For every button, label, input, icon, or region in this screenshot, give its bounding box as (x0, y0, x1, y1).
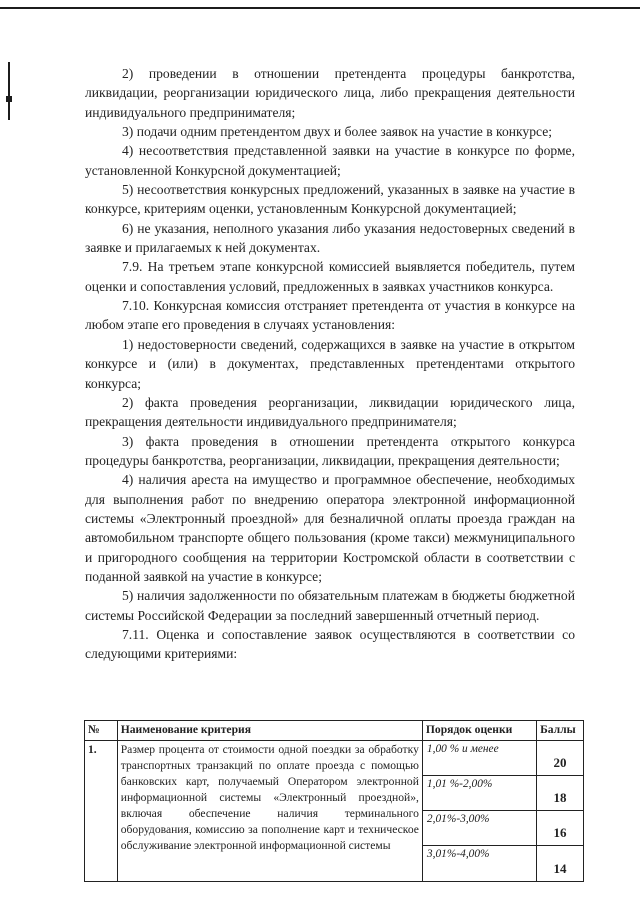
evaluation-range: 1,01 %-2,00% (423, 776, 536, 811)
document-body (85, 64, 575, 664)
table-header-row (85, 721, 584, 741)
paragraph: 5) несоответствия конкурсных предложений, указанных в заявке на участие в конкурсе, критериям оценки, установленным Конкурсной документацией; (85, 182, 575, 217)
header-number: № (85, 721, 118, 741)
paragraph: 3) подачи одним претендентом двух и более заявок на участие в конкурсе; (122, 124, 553, 140)
criteria-table (84, 720, 584, 882)
paragraph: 4) наличия ареста на имущество и программное обеспечение, необходимых для выполнения работ по внедрению оператора электронной информационной системы «Электронный проездной» для безналичной оплаты проезда граждан на автомобильном транспорте общего пользования (кроме такси) межмуниципального и пригородного сообщения на территории Костромской области в соответствии с поданной заявкой на участие в конкурсе; (85, 472, 575, 584)
paragraph: 7.10. Конкурсная комиссия отстраняет претендента от участия в конкурсе на любом этапе его проведения в случаях установления: (85, 298, 575, 333)
criterion-description: Размер процента от стоимости одной поездки за обработку транспортных транзакций по оплате проезда с помощью банковских карт, получаемый Оператором электронной информационной системы «Электронный проездной», включая обеспечение наличия терминального оборудования, комиссию за пополнение карт и техническое обслуживание электронной информационной системы (117, 741, 422, 882)
points-cell (537, 741, 584, 882)
header-evaluation-order: Порядок оценки (422, 721, 536, 741)
table-row (85, 741, 584, 882)
points-value: 16 (537, 811, 583, 846)
row-number: 1. (85, 741, 118, 882)
paragraph: 2) факта проведения реорганизации, ликвидации юридического лица, прекращения деятельности индивидуального предпринимателя; (85, 394, 575, 430)
paragraph: 6) не указания, неполного указания либо указания недостоверных сведений в заявке и прилагаемых к ней документах. (85, 220, 575, 256)
evaluation-range: 3,01%-4,00% (426, 848, 490, 860)
top-border-line (0, 7, 640, 9)
margin-dot (6, 96, 12, 102)
paragraph: 7.11. Оценка и сопоставление заявок осуществляются в соответствии со следующими критериями: (85, 626, 575, 662)
points-value: 14 (553, 861, 567, 876)
header-criterion: Наименование критерия (117, 721, 422, 741)
evaluation-order-cell (422, 741, 536, 882)
paragraph: 2) проведении в отношении претендента процедуры банкротства, ликвидации, реорганизации юридического лица, либо прекращения деятельности индивидуального предпринимателя; (85, 66, 575, 120)
paragraph: 5) наличия задолженности по обязательным платежам в бюджеты бюджетной системы Российской Федерации за последний завершенный отчетный период. (85, 588, 575, 623)
points-value: 18 (537, 776, 583, 811)
evaluation-range: 1,00 % и менее (423, 741, 536, 776)
paragraph: 4) несоответствия представленной заявки на участие в конкурсе по форме, установленной Конкурсной документацией; (85, 143, 575, 178)
evaluation-range: 2,01%-3,00% (423, 811, 536, 846)
header-points: Баллы (537, 721, 584, 741)
margin-mark (8, 62, 10, 120)
points-value: 20 (537, 741, 583, 776)
paragraph: 3) факта проведения в отношении претендента открытого конкурса процедуры банкротства, реорганизации, ликвидации, прекращения деятельности; (85, 433, 575, 468)
paragraph: 1) недостоверности сведений, содержащихся в заявке на участие в открытом конкурсе и (или) в документах, представленных претендентами открытого конкурса; (85, 336, 575, 391)
paragraph: 7.9. На третьем этапе конкурсной комиссией выявляется победитель, путем оценки и сопоставления условий, предложенных в заявках участников конкурса. (85, 259, 575, 294)
